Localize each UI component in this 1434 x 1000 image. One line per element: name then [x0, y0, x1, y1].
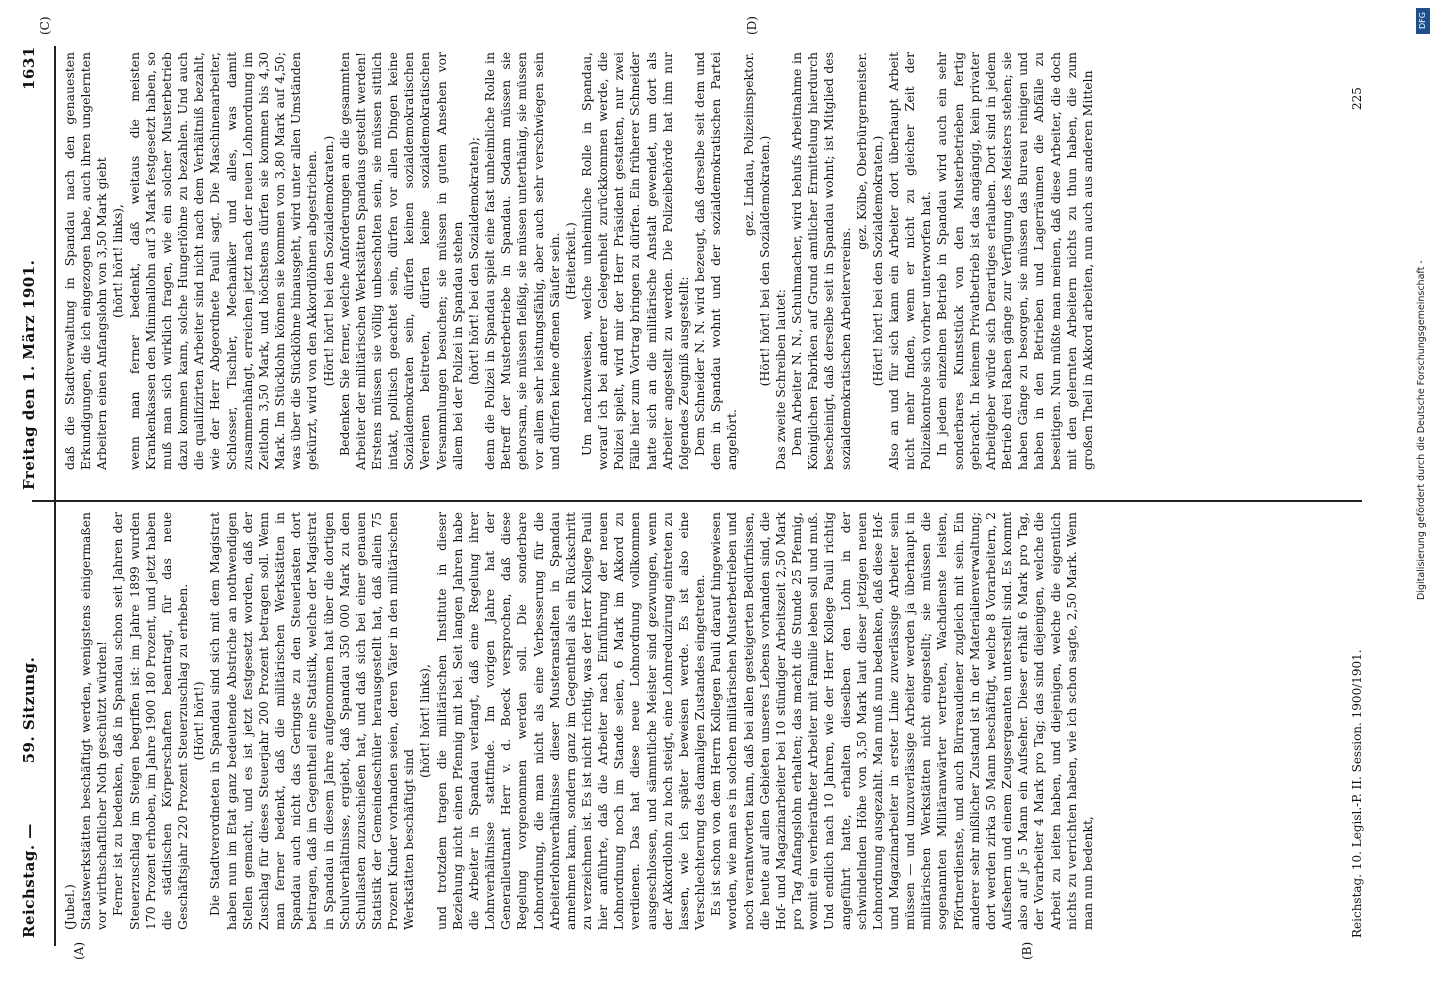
column-divider [32, 500, 1362, 502]
header-left: Reichstag. — [20, 823, 38, 938]
header-rule [54, 46, 56, 946]
paragraph: Um nachzuweisen, welche unheimliche Rolle in Spandau, worauf ich bei anderer Gelegenheit zurückkommen werde, die Polizei spielt, wird mir der Herr Präsident gestatten, nur zwei Fälle hier zum Vortrag bringen zu dürfen. Ein früherer Schneider hatte sich an die militärische Anstalt gewendet, um dort als Arbeiter angestellt zu werden. Die Polizeibehörde hat ihm nur folgendes Zeugniß ausgestellt: [579, 52, 691, 470]
dfg-logo: DFG [1416, 8, 1430, 34]
paragraph: Die Stadtverordneten in Spandau sind sich mit dem Magistrat haben nun im Etat ganz bedeutende Abstriche an nothwendigen Stellen gemacht, und es ist jetzt festgesetzt worden, daß der Zuschlag für dieses Steuerjahr 200 Prozent betragen soll. Wenn man ferner bedenkt, daß die militärischen Werkstätten in Spandau auch nicht das Geringste zu den Steuerlasten dort beitragen, daß im Gegentheil eine Statistik, welche der Magistrat in Spandau in diesem Jahre aufgenommen hat über die dortigen Schulverhältnisse, ergiebt, daß Spandau 350 000 Mark zu den Schullasten zuzuschießen hat, und daß sich bei einer genauen Statistik der Gemeindeschüler herausgestellt hat, daß allein 75 Prozent Kinder vorhanden seien, deren Väter in den militärischen Werkstätten beschäftigt sind [207, 512, 417, 930]
footer-page-number: 225 [1350, 87, 1364, 110]
footer-left: Reichstag. 10. Legisl.-P. II. Session. 1900/1901. [1350, 649, 1364, 938]
paragraph: (Jubel.) [62, 884, 77, 930]
digitization-credit: Digitalisierung gefördert durch die Deutsche Forschungsgemeinschaft - [1416, 260, 1427, 600]
header-session: 59. Sitzung. [20, 656, 38, 764]
quoted-document: Dem Schneider N. N. wird bezeugt, daß derselbe seit dem und dem in Spandau wohnt und der sozialdemokratischen Partei angehört. [692, 52, 740, 470]
signature-line: gez. Kölbe, Oberbürgermeister. [853, 52, 869, 250]
document-page [10, 10, 1405, 990]
paragraph: Bedenken Sie ferner, welche Anforderungen an die gesammten Arbeiter der militärischen Werkstätten Spandaus gestellt werden! Erstens müssen sie völlig unbescholten sein, sie müssen sittlich intakt, politisch geachtet sein, dürfen vor allen Dingen keine Sozialdemokraten sein, dürfen keinen sozialdemokratischen Vereinen beitreten, dürfen keine sozialdemokratischen Versammlungen besuchen; sie müssen in gutem Ansehen vor allem bei der Polizei in Spandau stehen [336, 52, 465, 470]
margin-marker-b: (B) [1020, 941, 1034, 960]
paragraph: Also an und für sich kann ein Arbeiter dort überhaupt Arbeit nicht mehr finden, wenn er nicht zu gleicher Zeit der Polizeikontrole sich vorher unterworfen hat. [885, 52, 934, 470]
margin-marker-a: (A) [72, 941, 86, 960]
paragraph: und trotzdem tragen die militärischen Institute in dieser Beziehung nicht einen Pfennig mit bei. Seit langen Jahren habe die Arbeiter in Spandau verlangt, daß eine Regelung ihrer Lohnverhältnisse stattfinde. Im vorigen Jahre hat der Generalleutnant Herr v. d. Boeck versprochen, daß diese Regelung vorgenommen werden soll. Die sonderbare Lohnordnung, die man nicht als eine Verbesserung für die Arbeiterlohnverhältnisse dieser Musteranstalten in Spandau annehmen kann, sondern ganz im Gegentheil als ein Rückschritt zu verzeichnen ist. Es ist nicht richtig, was der Herr Kollege Pauli hier anführte, daß die Arbeiter nach Einführung der neuen Lohnordnung noch im Stande seien, 6 Mark im Akkord zu verdienen. Das hat diese neue Lohnordnung vollkommen ausgeschlossen, und sämmtliche Meister sind gezwungen, wenn der Akkordlohn zu hoch steigt, eine Lohnreduzirung eintreten zu lassen, wie ich später beweisen werde. Es ist also eine Verschlechterung des damaligen Zustandes eingetreten. [433, 512, 708, 930]
header-date: Freitag den 1. März 1901. [20, 259, 38, 490]
margin-marker-c: (C) [38, 16, 52, 35]
paragraph: daß die Stadtverwaltung in Spandau nach den genauesten Erkundigungen, die ich eingezogen habe, auch ihren ungelernten Arbeitern einen Anfangslohn von 3,50 Mark giebt [62, 52, 110, 470]
paragraph: Ferner ist zu bedenken, daß in Spandau schon seit Jahren der Steuerzuschlag im Steigen begriffen ist: im Jahre 1899 wurden 170 Prozent erhoben, im Jahre 1900 180 Prozent, und jetzt haben die städtischen Körperschaften beantragt, für das neue Geschäftsjahr 220 Prozent Steuerzuschlag zu erheben. [110, 512, 191, 930]
interjection: (Hört! hört! bei den Sozialdemokraten.) [756, 135, 772, 387]
right-column [62, 52, 1096, 470]
paragraph: wenn man ferner bedenkt, daß weitaus die meisten Krankenkassen den Minimallohn auf 3 Mark festgesetzt haben, so muß man sich wirklich fragen, wie ein solcher Musterbetrieb dazu kommen kann, solche Hungerlöhne zu bezahlen. Und auch die qualifizirten Arbeiter sind nicht nach dem Verhältniß bezahlt, wie der Herr Abgeordnete Pauli sagt. Die Maschinenarbeiter, Schlosser, Tischler, Mechaniker und alles, was damit zusammenhängt, erreichen jetzt nach der neuen Lohnordnung im Zeitlohn 3,50 Mark, und höchstens dürfen sie kommen bis 4,30 Mark. Im Stücklohn können sie kommen von 3,80 Mark auf 4,50; was über die Stücklöhne hinausgeht, wird unter allen Umständen gekürzt, wird von den Akkordlöhnen abgestrichen. [126, 52, 320, 470]
paragraph: denn die Polizei in Spandau spielt eine fast unheimliche Rolle in Betreff der Musterbetriebe in Spandau. Sodann müssen sie gehorsam, sie müssen fleißig, sie müssen unterthänig, sie müssen vor allem sehr leistungsfähig, aber auch sehr verschwiegen sein und dürfen keine offenen Säufer sein. [482, 52, 562, 470]
interjection: (Heiterkeit.) [562, 222, 578, 300]
paragraph: Staatswerkstätten beschäftigt werden, wenigstens einigermaßen vor wirthschaftlicher Noth geschützt würden! [78, 512, 110, 930]
left-column [62, 512, 1096, 930]
paragraph: Es ist schon von dem Herrn Kollegen Pauli darauf hingewiesen worden, wie man es in solchen militärischen Musterbetrieben und noch verantworten kann, daß bei allen gesteigerten Bedürfnissen, die heute auf allen Gebieten unseres Lebens vorhanden sind, die Hof- und Magazinarbeiter bei 10 stündiger Arbeitszeit 2,50 Mark pro Tag Anfangslohn erhalten; das macht die Stunde 25 Pfennig, womit ein verheiratheter Arbeiter mit Familie leben soll und muß. Und endlich nach 10 Jahren, wie der Herr Kollege Pauli richtig angeführt hatte, erhalten dieselben den Lohn in der schwindelnden Höhe von 3,50 Mark laut dieser jetzigen neuen Lohnordnung ausgezahlt. Man muß nun bedenken, daß diese Hof- und Magazinarbeiter in erster Linie zuverlässige Arbeiter sein müssen — und unzuverlässige Arbeiter werden ja überhaupt in militärischen Werkstätten nicht eingestellt; sie müssen die sogenannten Militäranwärter vertreten, Wachdienste leisten, Pförtnerdienste, und auch Bürreaudiener zugleich mit sein. Ein anderer sehr mißlicher Zustand ist in der Materialienverwaltung; dort werden zirka 50 Mann beschäftigt, welche 8 Vorarbeitern, 2 Aufsehern und einem Zeugsergeanten unterstellt sind. Es kommt also auf je 5 Mann ein Aufseher. Dieser erhält 6 Mark pro Tag, der Vorarbeiter 4 Mark pro Tag; das sind diejenigen, welche die Arbeit zu leiten haben, und diejenigen, welche die eigentlich nichts zu verrichten haben, wie ich schon sagte, 2,50 Mark. Wenn man nun bedenkt, [708, 512, 1095, 930]
quoted-document: Dem Arbeiter N. N., Schuhmacher, wird behufs Arbeitnahme in Königlichen Fabriken auf Grund amtlicher Ermittelung hierdurch bescheinigt, daß derselbe seit in Spandau wohnt; ist Mitglied des sozialdemokratischen Arbeitervereins. [789, 52, 853, 470]
interjection: (Hört! hört! bei den Sozialdemokraten.) [320, 135, 336, 387]
interjection: (hört! hört! links), [417, 664, 433, 778]
signature-line: gez. Lindau, Polizeiinspektor. [740, 52, 756, 237]
interjection: (Hört! hört! bei den Sozialdemokraten.) [869, 135, 885, 387]
paragraph: Das zweite Schreiben lautet: [772, 289, 788, 470]
interjection: (hört! hört! links), [110, 204, 126, 318]
paragraph: In jedem einzelnen Betrieb in Spandau wird auch ein sehr sonderbares Kunststück von den Musterbetrieben fertig gebracht. In keinem Privatbetrieb ist das angängig, kein privater Arbeitgeber würde sich Derartiges erlauben. Dort sind in jedem Betrieb drei Raben gänge zur Verfügung des Meisters stehen; sie haben Gänge zu besorgen, sie müssen das Bureau reinigen und haben in den Betrieben und Lagerräumen die Abfälle zu beseitigen. Nun müßte man meinen, daß diese Arbeiter, die doch mit den gelernten Arbeitern nichts zu thun haben, die zum großen Theil in Akkord arbeiten, nun auch aus anderen Mitteln [934, 52, 1095, 470]
page-number: 1631 [20, 46, 38, 90]
margin-marker-d: (D) [745, 16, 759, 35]
interjection: (hört! hört! bei den Sozialdemokraten); [465, 136, 481, 386]
interjection: (Hört! hört!) [191, 681, 207, 761]
